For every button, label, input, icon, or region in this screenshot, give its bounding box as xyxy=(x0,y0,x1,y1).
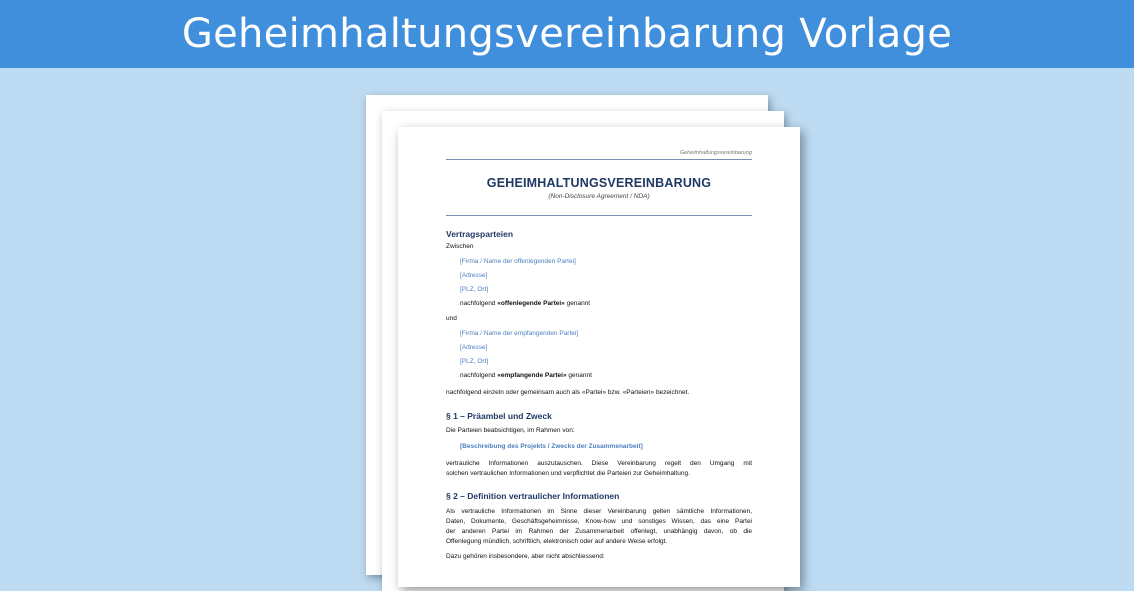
designation-suffix: genannt xyxy=(566,300,591,307)
receiving-city-placeholder: [PLZ, Ort] xyxy=(460,358,489,365)
document-page xyxy=(398,127,800,587)
receiving-designation xyxy=(460,372,592,379)
paragraph-line: Als vertrauliche Informationen im Sinne dieser Vereinbarung gelten sämtliche Informationen, xyxy=(446,508,752,515)
disclosing-company-placeholder: [Firma / Name der offenlegenden Partei] xyxy=(460,258,576,265)
disclosing-address-placeholder: [Adresse] xyxy=(460,272,488,279)
banner-title: Geheimhaltungsvereinbarung Vorlage xyxy=(181,11,953,57)
receiving-address-placeholder: [Adresse] xyxy=(460,344,488,351)
document-title: GEHEIMHALTUNGSVEREINBARUNG xyxy=(486,176,712,190)
disclosing-designation xyxy=(460,300,590,307)
designation-prefix: nachfolgend xyxy=(460,372,496,379)
paragraph-line: solchen vertraulichen Informationen und verpflichtet die Parteien zur Geheimhaltung. xyxy=(446,470,690,477)
designation-prefix: nachfolgend xyxy=(460,300,496,307)
section1-placeholder: [Beschreibung des Projekts / Zwecks der Zusammenarbeit] xyxy=(460,443,643,450)
receiving-company-placeholder: [Firma / Name der empfangenden Partei] xyxy=(460,330,579,337)
section1-heading: § 1 – Präambel und Zweck xyxy=(446,411,552,421)
section2-heading: § 2 – Definition vertraulicher Informationen xyxy=(446,491,620,501)
parties-heading: Vertragsparteien xyxy=(446,229,514,239)
page-header: Geheimhaltungsvereinbarung xyxy=(679,150,752,156)
and-text: und xyxy=(446,315,457,322)
section2-paragraph xyxy=(446,507,752,547)
section1-intro: Die Parteien beabsichtigen, im Rahmen von: xyxy=(446,427,575,434)
disclosing-city-placeholder: [PLZ, Ort] xyxy=(460,286,489,293)
between-text: Zwischen xyxy=(446,243,474,250)
designation-term: «empfangende Partei» xyxy=(497,372,567,379)
title-rule xyxy=(446,215,752,216)
section1-paragraph xyxy=(446,459,752,479)
section2-list-intro: Dazu gehören insbesondere, aber nicht abschliessend: xyxy=(446,553,605,560)
collective-designation: nachfolgend einzeln oder gemeinsam auch als «Partei» bzw. «Parteien» bezeichnet. xyxy=(446,389,690,396)
title-banner xyxy=(0,0,1134,68)
document-subtitle: (Non-Disclosure Agreement / NDA) xyxy=(548,193,650,200)
designation-term: «offenlegende Partei» xyxy=(497,300,565,307)
header-rule xyxy=(446,159,752,160)
paragraph-line: der anderen Partei im Rahmen der Zusammenarbeit offenlegt, unabhängig davon, ob die xyxy=(446,528,752,535)
designation-suffix: genannt xyxy=(568,372,592,379)
paragraph-line: Daten, Dokumente, Geschäftsgeheimnisse, Know-how und sonstiges Wissen, das eine Partei xyxy=(446,518,752,525)
paragraph-line: vertrauliche Informationen auszutauschen. Diese Vereinbarung regelt den Umgang mit xyxy=(446,460,752,467)
paragraph-line: Offenlegung mündlich, schriftlich, elektronisch oder auf andere Weise erfolgt. xyxy=(446,538,668,545)
